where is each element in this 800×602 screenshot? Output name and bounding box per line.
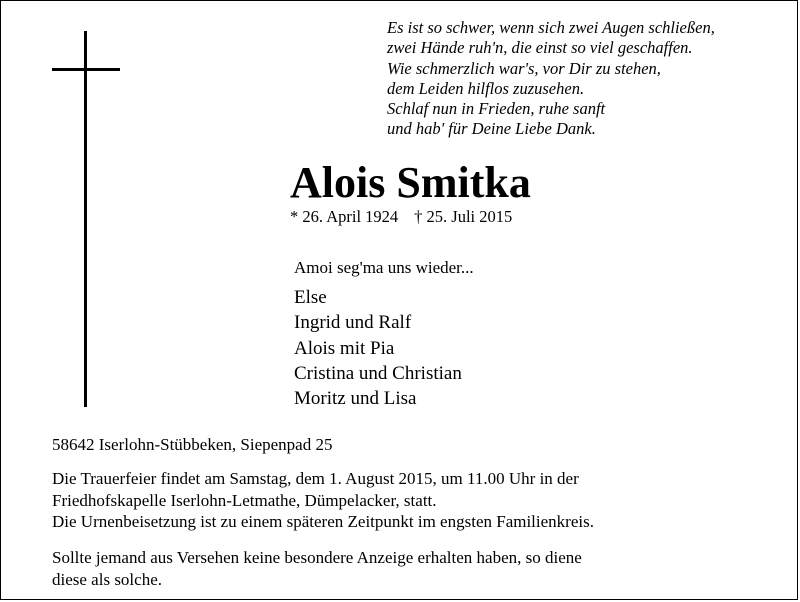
poem-line: Schlaf nun in Frieden, ruhe sanft (387, 99, 606, 119)
notice-text (52, 547, 792, 591)
cross-icon-vertical-bar (84, 31, 87, 407)
mourner-name: Else (294, 287, 327, 308)
death-date: † 25. Juli 2015 (414, 207, 513, 226)
ceremony-line: Die Trauerfeier findet am Samstag, dem 1. August 2015, um 11.00 Uhr in der (52, 469, 579, 488)
mourner-name: Moritz und Lisa (294, 388, 417, 410)
birth-date: * 26. April 1924 (290, 207, 399, 226)
mourners-list (294, 285, 462, 411)
mourner-name: Alois mit Pia (294, 337, 395, 359)
notice-line: Sollte jemand aus Versehen keine besondere Anzeige erhalten haben, so diene (52, 548, 582, 567)
poem-line: und hab' für Deine Liebe Dank. (387, 119, 596, 139)
ceremony-line: Die Urnenbeisetzung ist zu einem späteren Zeitpunkt im engsten Familienkreis. (52, 512, 594, 531)
mourner-name: Ingrid und Ralf (294, 312, 412, 334)
ceremony-details (52, 468, 792, 533)
memorial-poem (387, 18, 787, 140)
poem-line: Wie schmerzlich war's, vor Dir zu stehen, (387, 58, 661, 78)
mourner-name: Cristina und Christian (294, 362, 462, 384)
farewell-motto: Amoi seg'ma uns wieder... (294, 258, 474, 277)
notice-line: diese als solche. (52, 570, 162, 589)
poem-line: Es ist so schwer, wenn sich zwei Augen schließen, (387, 18, 715, 37)
ceremony-line: Friedhofskapelle Iserlohn-Letmathe, Dümpelacker, statt. (52, 490, 437, 510)
life-dates (290, 207, 512, 227)
poem-line: dem Leiden hilflos zuzusehen. (387, 78, 585, 98)
poem-line: zwei Hände ruh'n, die einst so viel geschaffen. (387, 38, 693, 58)
deceased-name: Alois Smitka (290, 158, 531, 207)
family-address: 58642 Iserlohn-Stübbeken, Siepenpad 25 (52, 435, 333, 454)
cross-icon-horizontal-bar (52, 68, 120, 71)
